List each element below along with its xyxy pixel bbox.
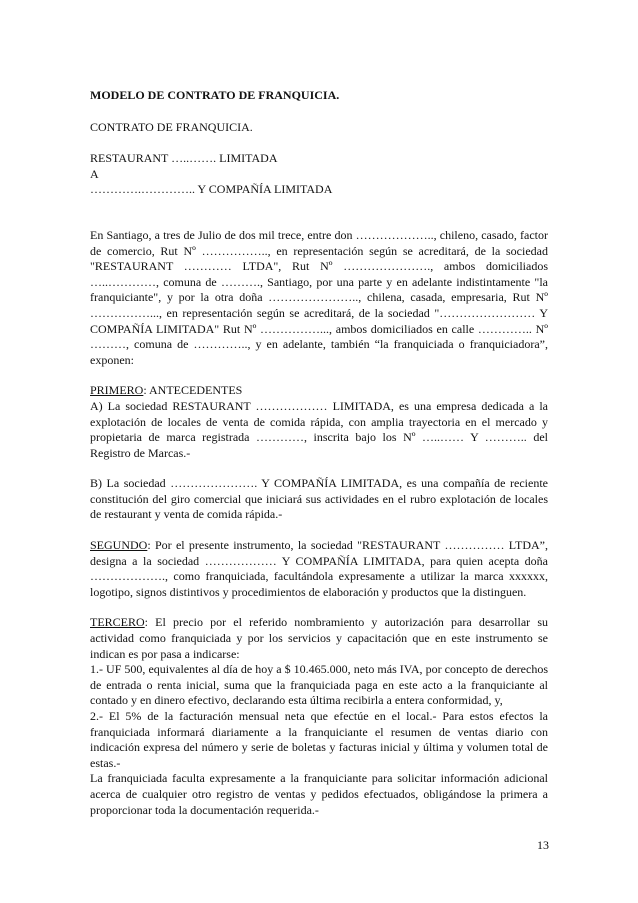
document-page [90,88,548,818]
document-title: MODELO DE CONTRATO DE FRANQUICIA. [90,88,340,102]
tercero-heading: TERCERO [90,615,145,630]
party-connector: A [90,166,99,181]
tercero-closing: La franquiciada faculta expresamente a la franquiciante para solicitar información adicional acerca de cualquier otro registro de ventas y pedidos efectuados, obligándose la primera a proporcionar toda la documentación requerida.- [90,771,548,817]
primero-b: B) La sociedad …………………. Y COMPAÑÍA LIMITADA, es una compañía de reciente constitución del giro comercial que iniciará sus actividades en el rubro explotación de locales de restaurant y venta de comida rápida.- [90,476,548,522]
intro-paragraph: En Santiago, a tres de Julio de dos mil trece, entre don ……………….., chileno, casado, factor de comercio, Rut Nº …………….., en representación según se acreditará, de la sociedad "RESTAURANT ………… LTDA", Rut Nº …………………., ambos domiciliados …..…………, comuna de ………., Santiago, por una parte y en adelante indistintamente "la franquiciante", y por la otra doña ………………….., chilena, casada, empresaria, Rut Nº ……………..., en representación según se acreditará, de la sociedad "…………………… Y COMPAÑÍA LIMITADA" Rut Nº ……………..., ambos domiciliados en calle ………….. Nº ………, comuna de ………….., y en adelante, también “la franquiciada o franquiciadora”, exponen: [90,227,548,367]
party-1: RESTAURANT …..……. LIMITADA [90,151,278,166]
document-subtitle: CONTRATO DE FRANQUICIA. [90,119,253,134]
primero-a: A) La sociedad RESTAURANT ……………… LIMITADA, es una empresa dedicada a la explotación de locales de venta de comida rápida, con amplia trayectoria en el mercado y propietaria de marca registrada …………, inscrita bajo los Nº …..…… Y ……….. del Registro de Marcas.- [90,398,548,460]
primero-heading: PRIMERO [90,383,144,398]
primero-heading-rest: : ANTECEDENTES [143,383,243,398]
primero-heading-line [90,383,548,399]
segundo-heading: SEGUNDO [90,538,148,553]
tercero-paragraph [90,615,548,662]
party-2: ………….………….. Y COMPAÑÍA LIMITADA [90,182,333,197]
tercero-item-2: 2.- El 5% de la facturación mensual neta que efectúe en el local.- Para estos efectos la franquiciada informará diariamente a la franquiciante el resumen de ventas diario con indicación expresa del número y serie de boletas y facturas inicial y última y volumen total de estas.- [90,709,548,770]
segundo-paragraph [90,538,548,600]
spacer [90,198,548,228]
tercero-item-1: 1.- UF 500, equivalentes al día de hoy a $ 10.465.000, neto más IVA, por concepto de derechos de entrada o renta inicial, suma que la franquiciada paga en este acto a la franquiciante al contado y en dinero efectivo, declarando esta última recibirla a entera conformidad, y, [90,662,548,708]
tercero-text: : El precio por el referido nombramiento y autorización para desarrollar su actividad como franquiciada y por los servicios y capacitación que en este instrumento se indican es por pasa a indicarse: [90,615,548,661]
page-number: 13 [537,838,549,852]
segundo-text: : Por el presente instrumento, la sociedad "RESTAURANT …………… LTDA”, designa a la sociedad ……………… Y COMPAÑÍA LIMITADA, para quien acepta doña ………………., como franquiciada, facultándola expresamente a utilizar la marca xxxxxx, logotipo, signos distintivos y procedimientos de elaboración y productos que la distinguen. [90,538,548,599]
